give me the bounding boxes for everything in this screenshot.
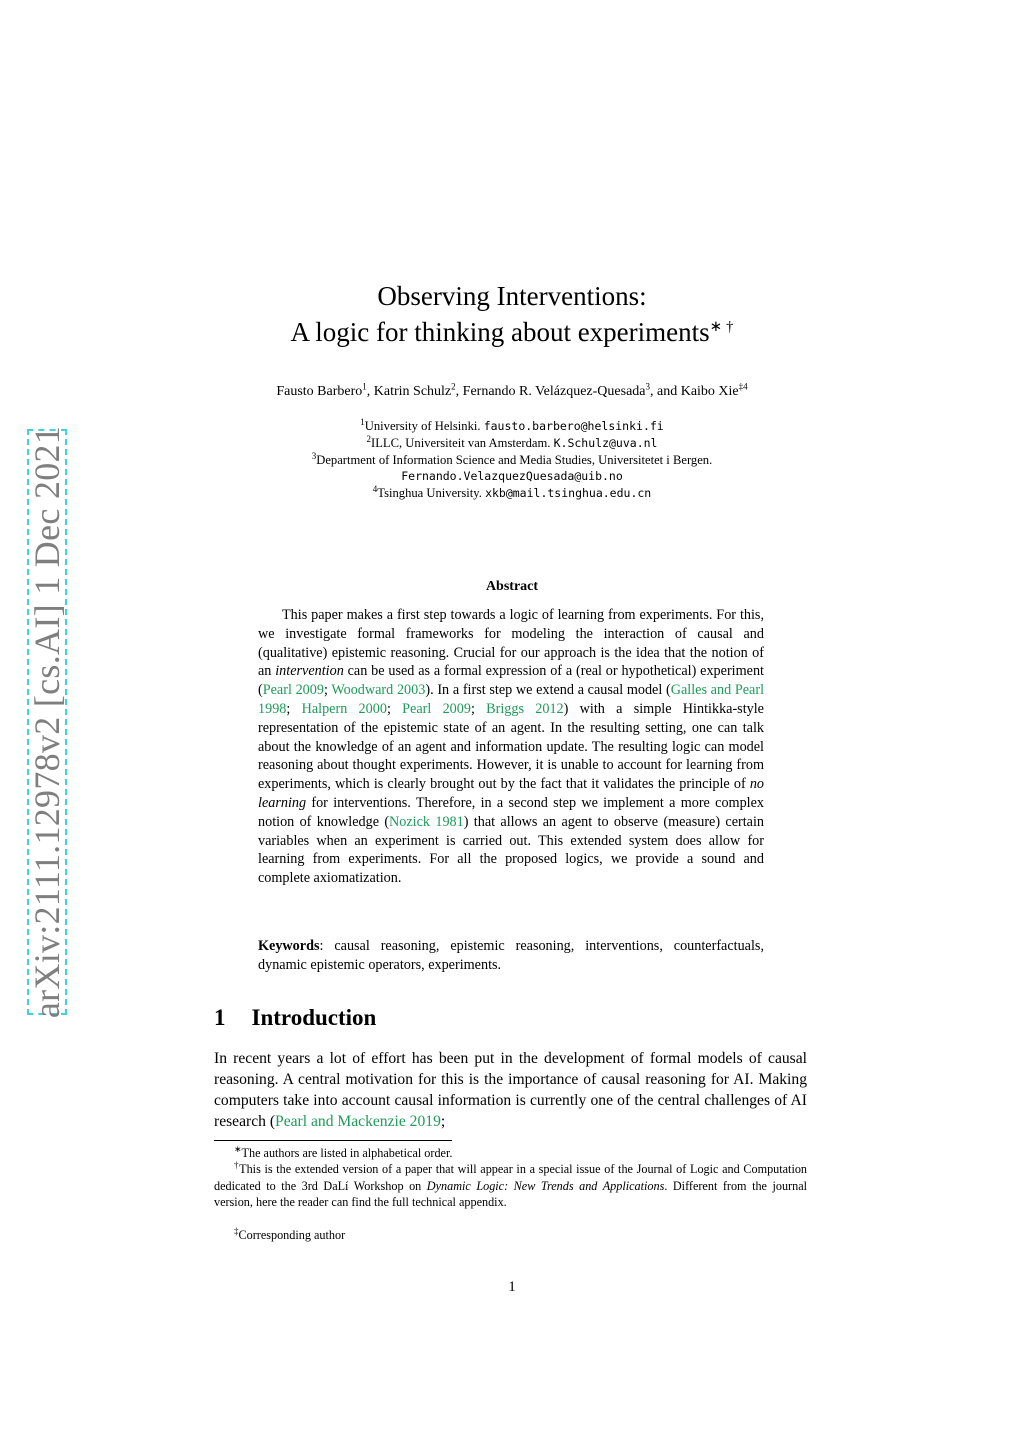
citation-link[interactable]: Briggs 2012: [486, 700, 564, 717]
citation-link[interactable]: Woodward 2003: [331, 682, 426, 699]
affiliation-3-email: [0, 468, 1024, 485]
paper-title-line-1: Observing Interventions:: [377, 281, 647, 311]
affiliation-2: $^2$ILLC, Universiteit van Amsterdam. K.Schulz@uva.nl: [366, 433, 658, 450]
section-number: 1: [214, 1005, 226, 1030]
email-link[interactable]: xkb@mail.tsinghua.edu.cn: [485, 486, 652, 500]
email-link[interactable]: K.Schulz@uva.nl: [553, 436, 658, 450]
author-name: Fausto Barbero: [276, 384, 363, 399]
citation-link[interactable]: Halpern 2000: [301, 700, 387, 717]
section-heading-introduction: [214, 1005, 376, 1031]
keywords-label: Keywords: [258, 938, 320, 954]
affiliation-3: $^3$Department of Information Science and Media Studies, Universitetet i Bergen.: [311, 450, 713, 467]
paper-title-line-2: A logic for thinking about experiments∗ †: [290, 317, 734, 347]
arxiv-identifier[interactable]: arXiv:2111.12978v2 [cs.AI] 1 Dec 2021: [27, 425, 67, 1019]
abstract-body: This paper makes a first step towards a logic of learning from experiments. For this, we investigate formal frameworks for modeling the interaction of causal and (qualitative) epistemic reasoning. Crucial for our approach is the idea that the notion of an intervention can be used as a formal expression of a (real or hypothetical) experiment (Pearl 2009; Woodward 2003). In a first step we extend a causal model (Galles and Pearl 1998; Halpern 2000; Pearl 2009; Briggs 2012) with a simple Hintikka-style representation of the epistemic state of an agent. In the resulting setting, one can talk about the knowledge of an agent and information update. The resulting logic can model reasoning about thought experiments. However, it is unable to account for learning from experiments, which is clearly brought out by the fact that it validates the principle of no learning for interventions. Therefore, in a second step we implement a more complex notion of knowledge (Nozick 1981) that allows an agent to observe (measure) certain variables when an experiment is carried out. This extended system does allow for learning from experiments. For all the proposed logics, we provide a sound and complete axiomatization.: [258, 607, 765, 887]
citation-link[interactable]: Pearl 2009: [262, 682, 324, 699]
page-number: 1: [508, 1279, 516, 1295]
author-name: Katrin Schulz: [373, 384, 452, 399]
arxiv-sidebar-stamp[interactable]: [27, 425, 67, 1019]
email-link[interactable]: fausto.barbero@helsinki.fi: [483, 419, 664, 433]
footnote-2: †This is the extended version of a paper that will appear in a special issue of the Journal of Logic and Computation dedicated to the 3rd DaLí Workshop on Dynamic Logic: New Trends and Applications. Different from the journal version, here the reader can find the full technical appendix.: [214, 1159, 808, 1209]
affiliation-4: $^4$Tsinghua University. xkb@mail.tsinghua.edu.cn: [372, 483, 652, 500]
author-list: Fausto Barbero$^1$, Katrin Schulz$^2$, Fernando R. Velázquez-Quesada$^3$, and Kaibo Xie$^{\ddagger 4}$: [276, 381, 748, 399]
affiliation-1: $^1$University of Helsinki. fausto.barbero@helsinki.fi: [360, 416, 664, 433]
author-name: Kaibo Xie: [680, 384, 739, 399]
footnote-3: ‡Corresponding author: [234, 1225, 346, 1242]
keywords: Keywords: causal reasoning, epistemic reasoning, interventions, counterfactuals, dynamic epistemic operators, experiments.: [258, 938, 764, 973]
footnote-1: ∗The authors are listed in alphabetical order.: [234, 1143, 453, 1160]
email-link[interactable]: Fernando.VelazquezQuesada@uib.no: [401, 469, 623, 483]
abstract-heading: Abstract: [485, 579, 539, 594]
title-footnote-marks[interactable]: ∗ †: [709, 319, 734, 335]
citation-link[interactable]: Pearl and Mackenzie 2019: [275, 1113, 441, 1130]
citation-link[interactable]: Galles and Pearl 1998: [258, 682, 765, 717]
citation-link[interactable]: Pearl 2009: [402, 700, 471, 717]
citation-link[interactable]: Nozick 1981: [389, 813, 464, 830]
section-title: Introduction: [251, 1005, 377, 1030]
intro-paragraph: In recent years a lot of effort has been put in the development of formal models of causal reasoning. A central motivation for this is the importance of causal reasoning for AI. Making computers take into account causal information is currently one of the central challenges of AI research (Pearl and Mackenzie 2019;: [214, 1050, 807, 1130]
footnote-rule: [214, 1140, 452, 1141]
author-name: Fernando R. Velázquez-Quesada: [462, 384, 646, 399]
